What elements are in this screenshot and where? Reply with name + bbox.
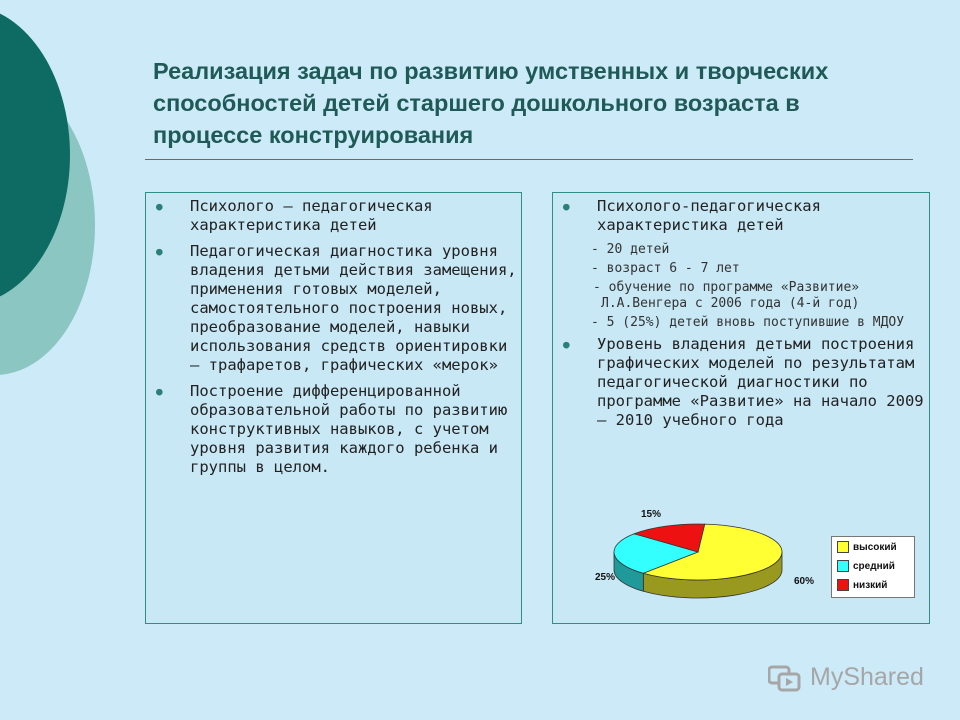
legend-swatch	[837, 560, 849, 572]
list-item	[146, 197, 521, 235]
legend-label: низкий	[853, 579, 888, 591]
bullet-icon: ●	[563, 338, 570, 351]
list-item-text: Психолого – педагогическая характеристика детей	[190, 197, 433, 234]
logo-text: MyShared	[810, 662, 924, 691]
myshared-logo	[768, 660, 928, 694]
legend-item-low	[832, 576, 914, 594]
pie-data-label: 25%	[595, 572, 616, 583]
logo-icon	[768, 662, 802, 692]
sub-list	[553, 242, 929, 331]
list-item	[146, 382, 521, 477]
legend-item-medium	[832, 557, 914, 575]
sub-list-item: - возраст 6 - 7 лет	[591, 261, 740, 276]
legend-item-high	[832, 538, 914, 556]
bullet-icon: ●	[156, 385, 163, 398]
right-bullet-list	[553, 197, 929, 235]
list-item-text: Психолого-педагогическая характеристика детей	[597, 197, 821, 234]
bullet-icon: ●	[563, 200, 570, 213]
list-item-text: Педагогическая диагностика уровня владения детьми действия замещения, применения готовых моделей, самостоятельного построения новых, преобразование моделей, навыки использования средств ориентировки – трафаретов, графических «мерок»	[190, 242, 517, 374]
legend-swatch	[837, 579, 849, 591]
list-item	[553, 197, 929, 235]
pie-data-label: 60%	[794, 576, 815, 587]
sub-list-item: - обучение по программе «Развитие» Л.А.Венгера с 2006 года (4-й год)	[593, 280, 860, 311]
bullet-icon: ●	[156, 245, 163, 258]
right-bullet-list-2	[553, 335, 929, 430]
list-item	[146, 242, 521, 375]
list-item-text: Уровень владения детьми построения графических моделей по результатам педагогической диагностики по программе «Развитие» на начало 2009 – 2010 учебного года	[597, 335, 924, 429]
left-bullet-list	[146, 197, 521, 477]
legend-label: средний	[853, 560, 895, 572]
sub-list-item: - 20 детей	[591, 242, 670, 257]
list-item	[553, 335, 929, 430]
list-item-text: Построение дифференцированной образовательной работы по развитию конструктивных навыков, с учетом уровня развития каждого ребенка и группы в целом.	[190, 382, 508, 476]
bullet-icon: ●	[156, 200, 163, 213]
left-panel	[145, 192, 522, 624]
chart-legend	[831, 536, 915, 598]
slide-title: Реализация задач по развитию умственных и творческих способностей детей старшего дошкольного возраста в процессе конструирования	[153, 58, 829, 148]
legend-label: высокий	[853, 541, 897, 553]
legend-swatch	[837, 541, 849, 553]
pie-data-label: 15%	[641, 509, 662, 520]
title-divider	[145, 159, 913, 160]
sub-list-item: - 5 (25%) детей вновь поступившие в МДОУ	[591, 315, 905, 330]
